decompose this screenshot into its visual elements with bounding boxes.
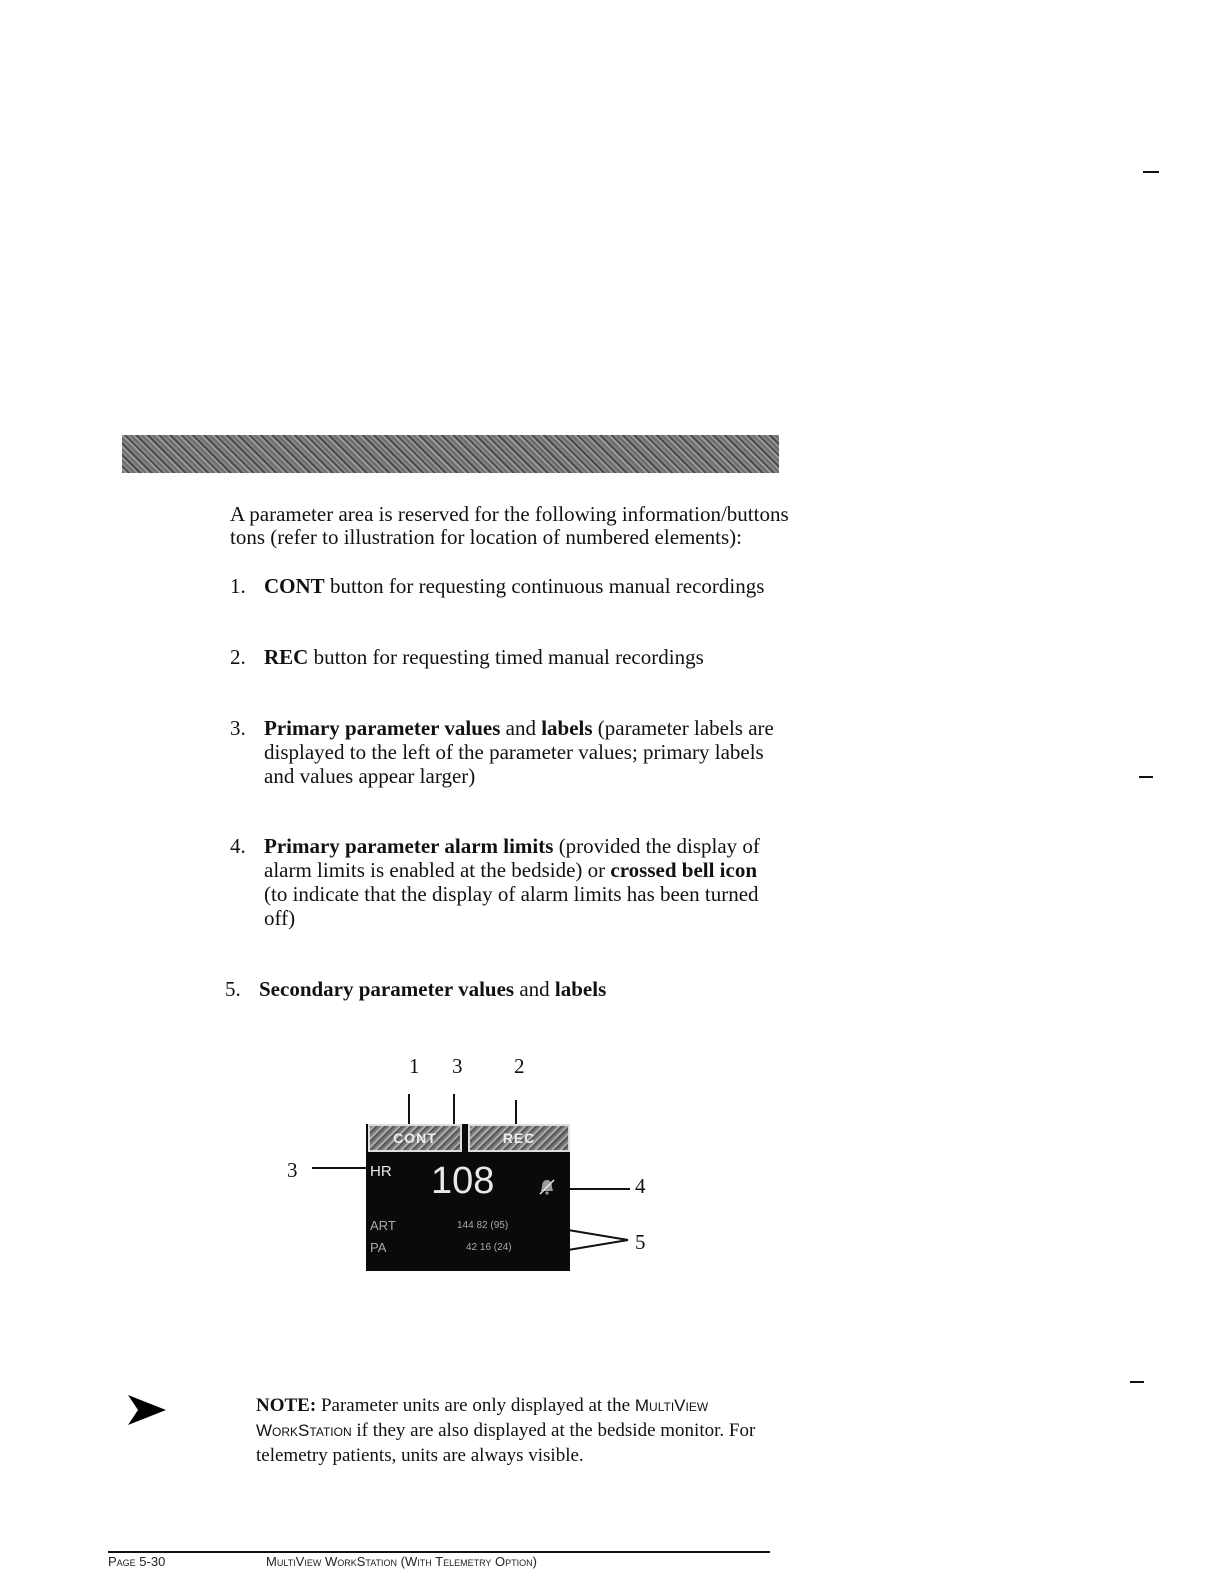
rec-button[interactable]: REC (468, 1124, 570, 1152)
note-text-3: telemetry patients, units are always visible. (256, 1445, 584, 1466)
margin-mark (1139, 776, 1153, 778)
leader-line-4 (568, 1188, 630, 1190)
item-number: 1. (230, 574, 246, 598)
item-term-2: labels (554, 977, 607, 1001)
secondary-parameter-label: ART (370, 1218, 396, 1233)
leader-line-2 (515, 1100, 517, 1124)
margin-mark (1130, 1381, 1144, 1383)
item-text-line-3: (to indicate that the display of alarm limits has been turned (264, 882, 759, 906)
intro-line-1: A parameter area is reserved for the following information/buttons (230, 503, 789, 526)
item-text-line-2: displayed to the left of the parameter values; primary labels (264, 740, 764, 764)
callout-number-4: 4 (635, 1174, 646, 1198)
list-item (230, 574, 790, 600)
section-header-bar (122, 435, 779, 473)
leader-line-1 (408, 1094, 410, 1124)
note-product-name: MultiView (634, 1396, 709, 1415)
item-text: and (514, 977, 555, 1001)
callout-number-3-left: 3 (287, 1158, 298, 1182)
item-text-line-4: off) (264, 906, 296, 930)
item-number: 2. (230, 645, 246, 669)
intro-paragraph (230, 503, 790, 549)
item-text: button for requesting continuous manual recordings (324, 574, 765, 598)
primary-parameter-value: 108 (431, 1160, 495, 1202)
cont-button[interactable]: CONT (368, 1124, 462, 1152)
item-text-line-3: and values appear larger) (264, 764, 476, 788)
item-term: Secondary parameter values (259, 977, 515, 1001)
list-item (225, 977, 785, 1003)
list-item (230, 645, 790, 671)
item-text-line-2: alarm limits is enabled at the bedside) or (264, 858, 611, 882)
item-term: CONT (264, 574, 325, 598)
list-item (230, 716, 790, 792)
note-arrow-icon (128, 1395, 168, 1425)
item-term-2: crossed bell icon (610, 858, 758, 882)
footer-rule (108, 1551, 770, 1553)
secondary-parameter-value: 42 16 (24) (466, 1242, 512, 1253)
item-term-2: labels (541, 716, 593, 740)
note-label: NOTE: (256, 1395, 317, 1416)
footer-title: MultiView WorkStation (With Telemetry Option) (266, 1554, 537, 1569)
note-text-2: if they are also displayed at the bedside monitor. For (351, 1420, 756, 1441)
item-number: 3. (230, 716, 246, 740)
callout-number-1: 1 (409, 1054, 420, 1078)
note-product-name-2: WorkStation (256, 1421, 352, 1440)
intro-line-2: tons (refer to illustration for location of numbered elements): (230, 525, 743, 549)
secondary-parameter-value: 144 82 (95) (457, 1220, 509, 1231)
item-term: Primary parameter values (264, 716, 501, 740)
item-number: 4. (230, 834, 246, 858)
callout-number-3: 3 (452, 1054, 463, 1078)
note-text: Parameter units are only displayed at the (316, 1395, 635, 1416)
item-term: REC (264, 645, 309, 669)
item-term: Primary parameter alarm limits (264, 834, 554, 858)
crossed-bell-icon (538, 1178, 556, 1201)
callout-number-5: 5 (635, 1230, 646, 1254)
note-paragraph (256, 1393, 776, 1468)
leader-lines-5 (566, 1226, 632, 1254)
item-text: and (500, 716, 542, 740)
item-text: button for requesting timed manual recordings (308, 645, 704, 669)
primary-parameter-label: HR (370, 1163, 392, 1180)
margin-mark (1143, 171, 1159, 173)
footer-page-number: Page 5-30 (108, 1554, 166, 1569)
item-number: 5. (225, 977, 241, 1001)
list-item (230, 834, 790, 934)
item-text: (provided the display of (553, 834, 760, 858)
callout-number-2: 2 (514, 1054, 525, 1078)
leader-line-3-left (312, 1167, 368, 1169)
item-text: (parameter labels are (592, 716, 774, 740)
secondary-parameter-label: PA (370, 1240, 387, 1255)
